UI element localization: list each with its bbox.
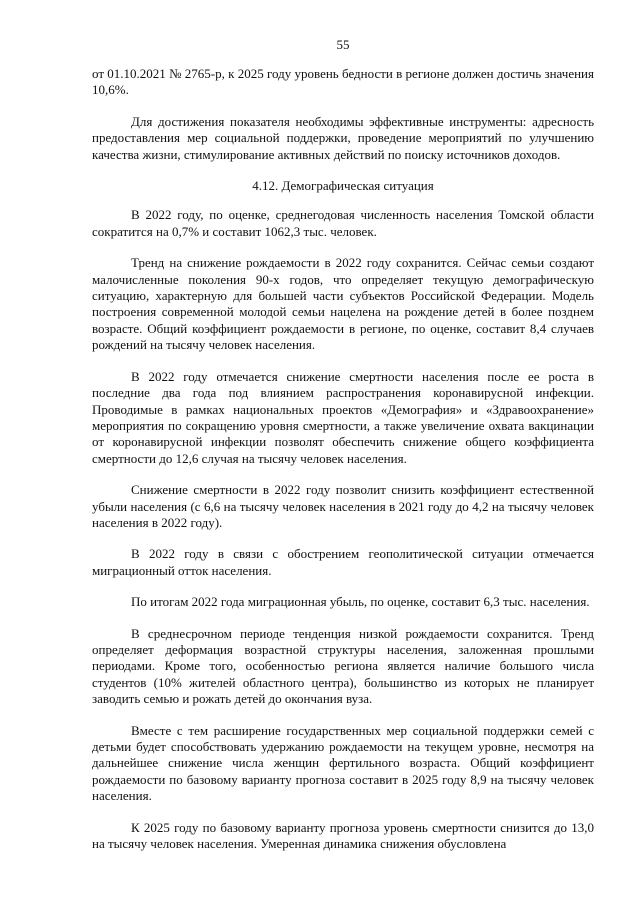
- section-title: 4.12. Демографическая ситуация: [252, 178, 434, 194]
- paragraph-birth-rate: Тренд на снижение рождаемости в 2022 году сохранится. Сейчас семьи создают малочисленные поколения 90-х годов, что определяет текущую демографическую ситуацию, характерную для большей части субъектов Российской Федерации. Модель построения современной молодой семьи нацелена на рождение детей в более позднем возрасте. Общий коэффициент рождаемости в регионе, по оценке, составит 8,4 случаев рождений на тысячу человек населения.: [92, 255, 594, 353]
- document-page: [92, 0, 594, 905]
- paragraph-support-measures: Вместе с тем расширение государственных мер социальной поддержки семей с детьми будет способствовать удержанию рождаемости на текущем уровне, несмотря на дальнейшее снижение числа женщин фертильного возраста. Общий коэффициент рождаемости по базовому варианту прогноза составит в 2025 году 8,9 на тысячу человек населения.: [92, 722, 594, 804]
- document-body: [92, 66, 594, 867]
- page-number: 55: [336, 37, 350, 52]
- paragraph-migration-outflow: В 2022 году в связи с обострением геополитической ситуации отмечается миграционный отток населения.: [92, 546, 594, 578]
- paragraph-mortality-forecast: К 2025 году по базовому варианту прогноза уровень смертности снизится до 13,0 на тысячу человек населения. Умеренная динамика снижения обусловлена: [92, 819, 594, 852]
- paragraph-migration-loss: По итогам 2022 года миграционная убыль, по оценке, составит 6,3 тыс. населения.: [131, 594, 590, 610]
- paragraph-mortality: В 2022 году отмечается снижение смертности населения после ее роста в последние два года под влиянием распространения коронавирусной инфекции. Проводимые в рамках национальных проектов «Демография» и «Здравоохранение» мероприятия по сокращению уровня смертности, а также увеличение охвата вакцинации от коронавирусной инфекции позволят обеспечить снижение общего коэффициента смертности до 12,6 случая на тысячу человек населения.: [92, 368, 594, 466]
- paragraph-population: В 2022 году, по оценке, среднегодовая численность населения Томской области сократится на 0,7% и составит 1062,3 тыс. человек.: [92, 207, 594, 239]
- paragraph-mid-term-trend: В среднесрочном периоде тенденция низкой рождаемости сохранится. Тренд определяет деформация возрастной структуры населения, заложенная прошлыми периодами. Кроме того, особенностью региона является наличие большого числа студентов (10% жителей областного центра), большинство из которых не планирует заводить семью и рожать детей до окончания вуза.: [92, 625, 594, 707]
- paragraph-tools: Для достижения показателя необходимы эффективные инструменты: адресность предоставления мер социальной поддержки, проведение мероприятий по улучшению качества жизни, стимулирование активных действий по поиску источников доходов.: [92, 113, 594, 162]
- paragraph-natural-decline: Снижение смертности в 2022 году позволит снизить коэффициент естественной убыли населения (с 6,6 на тысячу человек населения в 2021 году до 4,2 на тысячу человек населения в 2022 году).: [92, 482, 594, 530]
- paragraph-continuation: от 01.10.2021 № 2765-р, к 2025 году уровень бедности в регионе должен достичь значения 10,6%.: [92, 66, 594, 98]
